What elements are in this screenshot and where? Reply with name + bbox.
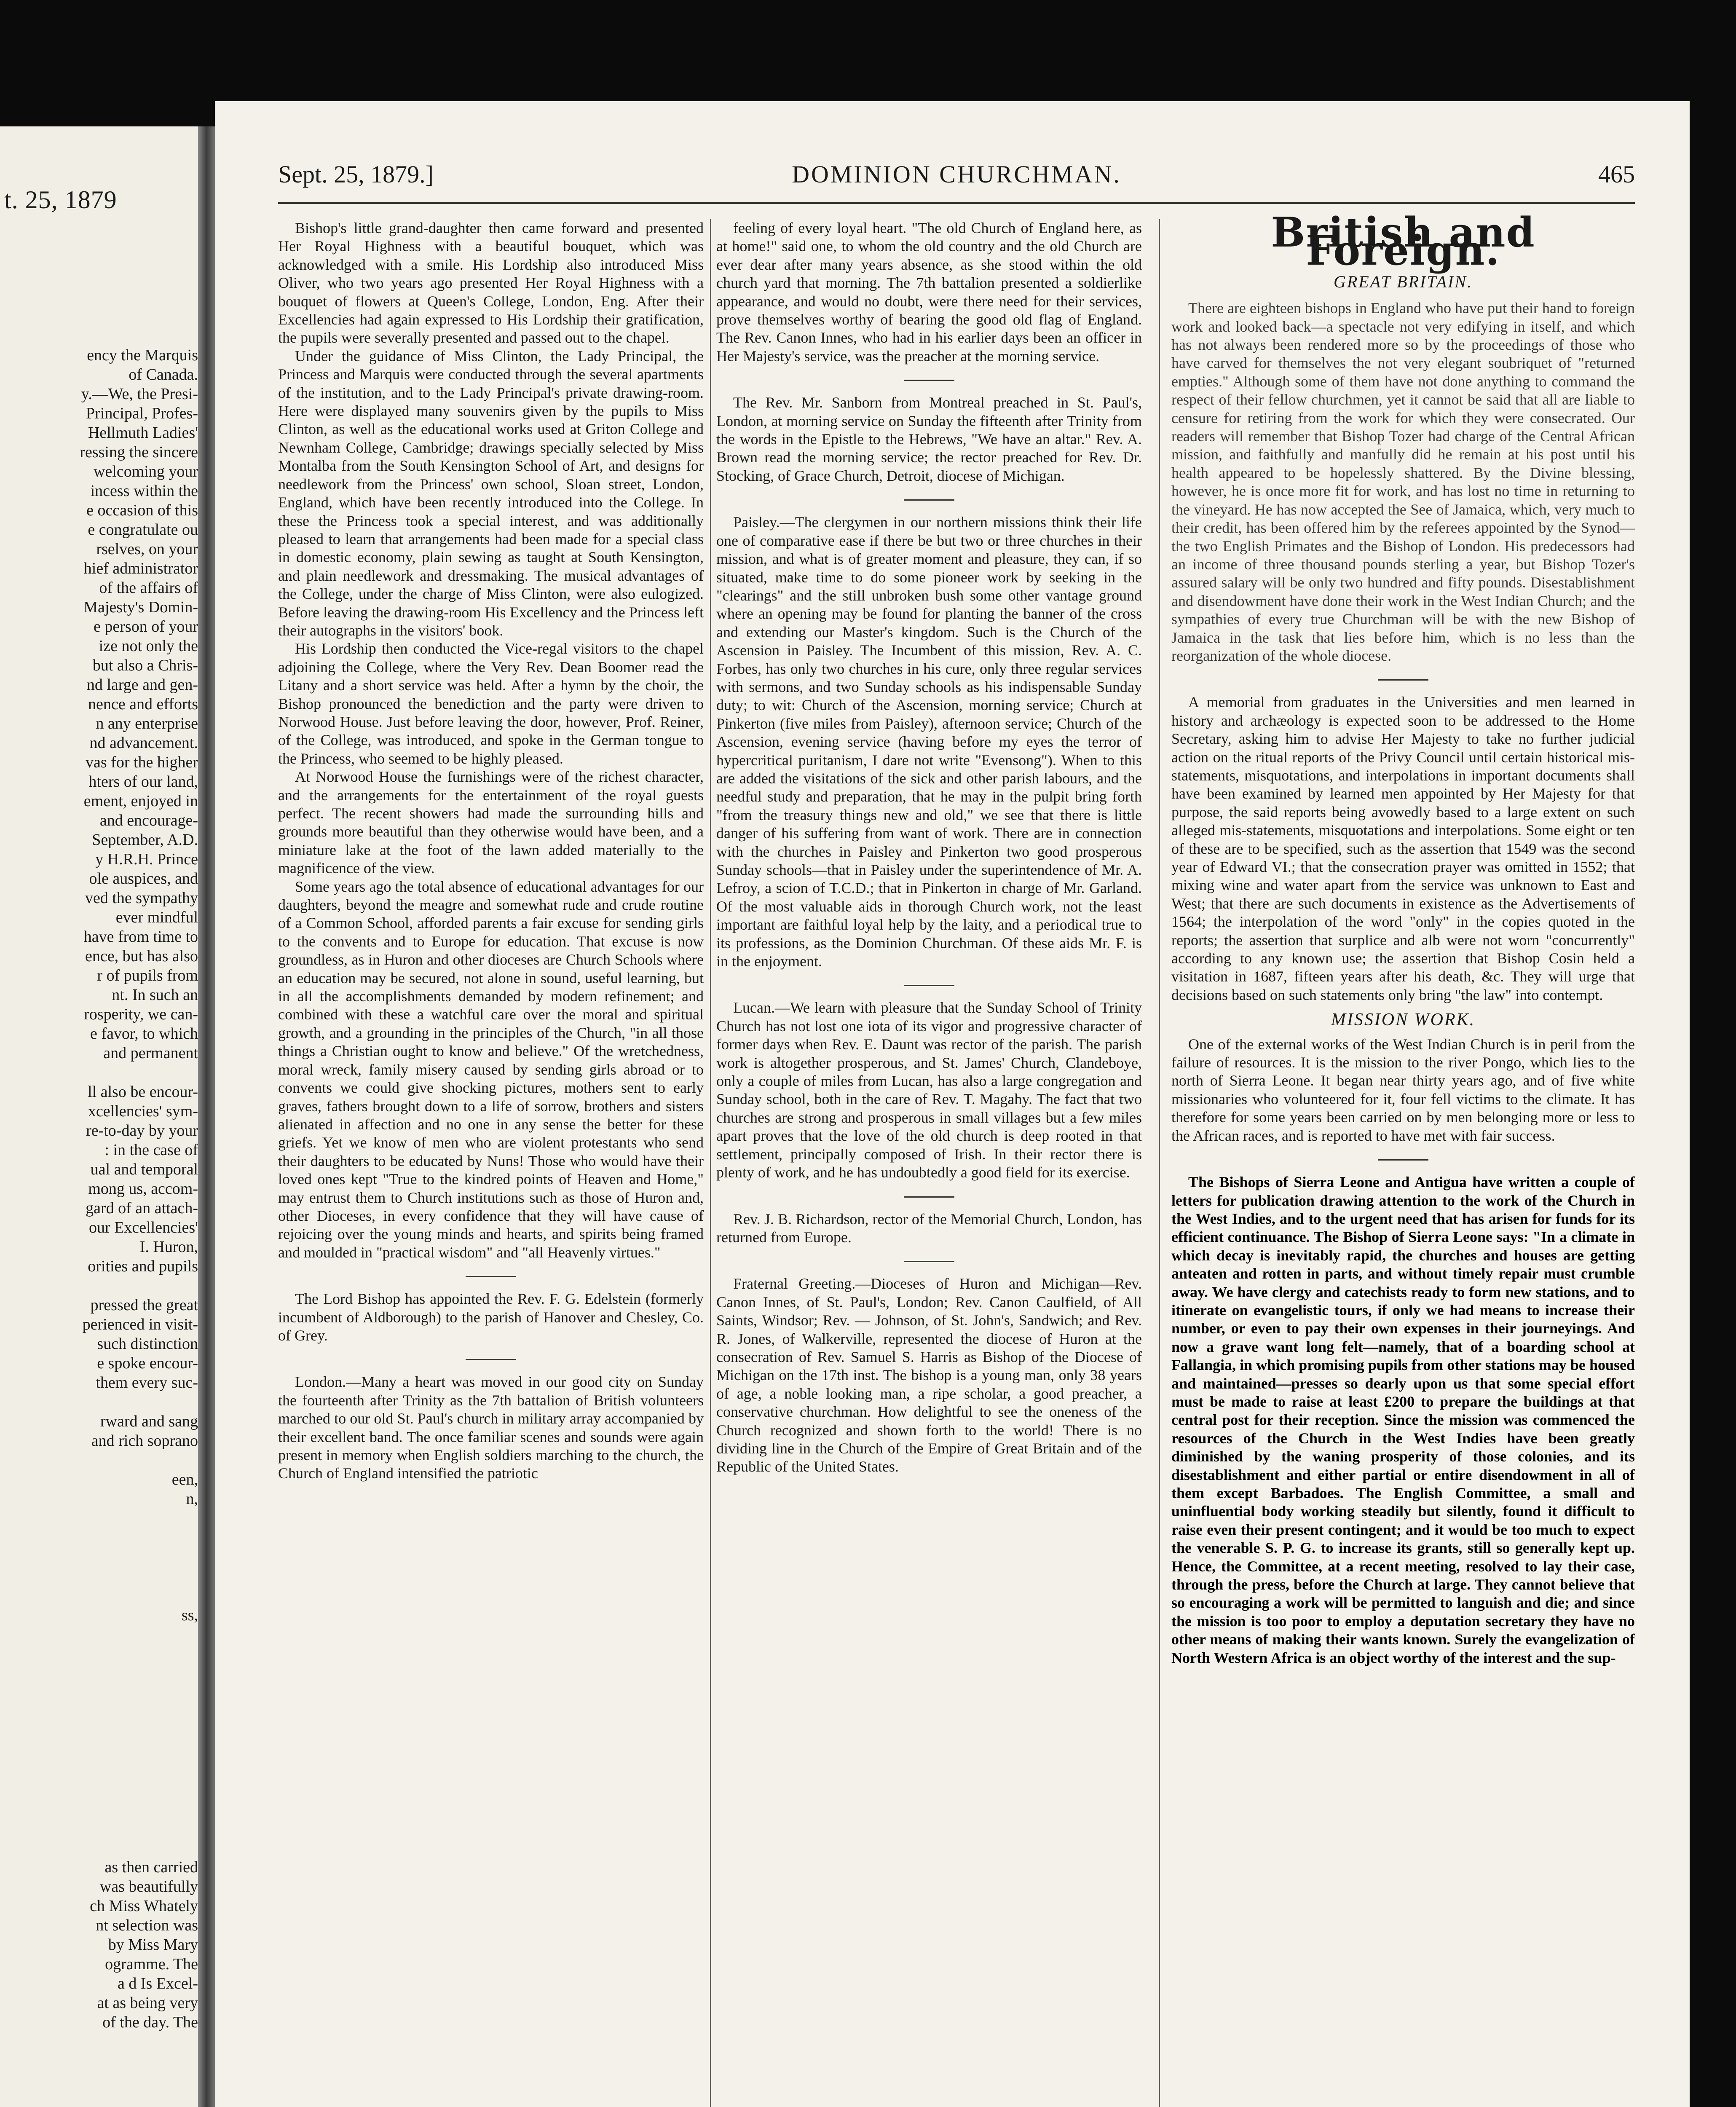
left-page-fragment-line: mong us, accom-	[88, 1180, 198, 1198]
left-page-fragment-line: hief administrator	[83, 560, 198, 577]
left-page-fragment-line: ved the sympathy	[85, 889, 198, 907]
left-page-fragment-line	[4, 1392, 198, 1412]
left-page-fragment-line: Principal, Profes-	[86, 405, 198, 422]
left-page-fragment-line: e person of your	[94, 618, 198, 635]
left-page-fragment-line: Hellmuth Ladies'	[88, 424, 198, 442]
article-paragraph: At Norwood House the furnishings were of the richest character, and the arrangements for the entertainment of the royal guests perfect. The recent showers had made the surrounding hills and grounds more beautiful than they otherwise would have been, and a miniature lake at the foot of the lawn added materially to the magnificence of the view.	[278, 768, 704, 877]
issue-date: Sept. 25, 1879.]	[278, 161, 434, 188]
left-page-fragment-line: ss,	[181, 1606, 198, 1624]
article-paragraph: His Lordship then conducted the Vice-regal visitors to the chapel adjoining the College, where the Very Rev. Dean Boomer read the Litany and a short service was held. After a hymn by the choir, the Bishop pronounced the benediction and the party were driven to Norwood House. Just before leaving the door, however, Prof. Reiner, of the College, was introduced, and spoke in the German tongue to the Princess, who seemed to be highly pleased.	[278, 640, 704, 767]
article-paragraph: Fraternal Greeting.—Dioceses of Huron and Michigan—Rev. Canon Innes, of St. Paul's, London; Rev. Canon Caulfield, of All Saints, Windsor; Rev. — Johnson, of St. John's, Sandwich; and Rev. R. Jones, of Walkerville, represented the diocese of Huron at the consecration of Rev. Samuel S. Harris as Bishop of the Diocese of Michigan on the 17th inst. The bishop is a young man, only 38 years of age, a noble looking man, a ripe scholar, a good preacher, a conservative churchman. How delightful to see the oneness of the Church recognized and shown forth to the world! There is no dividing line in the Church of the Empire of Great Britain and of the Republic of the United States.	[716, 1275, 1142, 1475]
left-page-fragment-line: ement, enjoyed in	[83, 792, 198, 810]
section-separator	[904, 1196, 954, 1198]
left-page-header: t. 25, 1879	[4, 186, 117, 214]
left-page-fragment-line: of Canada.	[129, 366, 198, 383]
left-page-fragment-line: rosperity, we can-	[84, 1005, 198, 1023]
left-page-fragment-line: a d Is Excel-	[118, 1975, 198, 1992]
left-page-fragment-line: such distinction	[97, 1335, 198, 1353]
left-page-fragment-line: ual and temporal	[90, 1161, 198, 1178]
left-page-fragment-line: ll also be encour-	[88, 1083, 198, 1101]
left-page-fragment-line	[4, 1838, 198, 1858]
left-page-fragment-line: pressed the great	[90, 1296, 198, 1314]
left-page-fragment-line: hters of our land,	[88, 773, 198, 791]
article-paragraph: Some years ago the total absence of educational advantages for our daughters, beyond the meagre and somewhat rude and crude routine of a Common School, afforded parents a fair excuse for sending girls to the convents and to Europe for education. That excuse is now groundless, as in Huron and other dioceses are Church Schools where an education may be secured, not alone in sound, useful learning, but in all the accomplishments demanded by modern refinement; and combined with these a watchful care over the moral and spiritual growth, and a grounding in the principles of the Church, "in all those things a Christian ought to know and believe." Of the wretchedness, moral wreck, family misery caused by sending girls abroad or to convents we could give shocking pictures, mothers sent to early graves, fathers brought down to a life of sorrow, brothers and sisters alienated in affection and no one in any sense the better for these griefs. Yet we know of men who are violent protestants who send their daughters to be educated by Nuns! Those who would have their loved ones kept "True to the kindred points of Heaven and Home," may entrust them to Church institutions such as those of Huron and, other Dioceses, in every confidence that they will have cause of rejoicing over the young minds and hearts, and spirits being framed and moulded in "practical wisdom" and "all Heavenly virtues."	[278, 878, 704, 1261]
left-page-fragment-line: nd large and gen-	[86, 676, 198, 694]
section-separator	[904, 985, 954, 986]
left-page-fragment-line: xcellencies' sym-	[88, 1102, 198, 1120]
column-2	[716, 219, 1142, 1476]
left-page-fragment-line: September, A.D.	[92, 831, 198, 849]
left-page-fragment-line: of the affairs of	[99, 579, 198, 597]
article-paragraph: Under the guidance of Miss Clinton, the Lady Principal, the Princess and Marquis were conducted through the several apartments of the institution, and to the Lady Principal's private drawing-room. Here were displayed many souvenirs given by the pupils to Miss Clinton, as well as the educational works used at Griton College and Newnham College, Cambridge; drawings specially selected by Miss Montalba from the South Kensington School of Art, and designs for needlework from the Princess' own school, Sloan street, London, England, which have been recently introduced into the College. In these the Princess took a special interest, and was additionally pleased to learn that arrangements had been made for a special class in domestic economy, plain sewing as taught at South Kensington, and plain needlework and dressmaking. The musical advantages of the College, under the charge of Miss Clinton, were also eulogized. Before leaving the drawing-room His Excellency and the Princess left their autographs in the visitors' book.	[278, 347, 704, 639]
left-page-fragment-line	[4, 1509, 198, 1528]
right-page	[215, 101, 1690, 2107]
left-page-fragment-line: ch Miss Whately	[90, 1897, 198, 1915]
section-separator	[1378, 1159, 1428, 1161]
left-page-fragment-line: welcoming your	[93, 463, 198, 480]
section-title: British and Foreign.	[1271, 209, 1535, 275]
left-page-fragment-line: rward and sang	[100, 1413, 198, 1430]
left-page-fragment-line: een,	[171, 1471, 198, 1488]
mission-work-head: MISSION WORK.	[1331, 1010, 1476, 1030]
left-page-fragment-line: nt. In such an	[112, 986, 198, 1004]
article-paragraph: Rev. J. B. Richardson, rector of the Memorial Church, London, has returned from Europe.	[716, 1210, 1142, 1246]
section-separator	[466, 1276, 516, 1277]
left-page-fragment-line	[4, 1644, 198, 1664]
column-3	[1171, 209, 1635, 1667]
article-paragraph: A memorial from graduates in the Universities and men learned in history and archæology is expected soon to be addressed to the Home Secretary, asking him to advise Her Majesty to take no further judicial action on the ritual reports of the Privy Council until certain historical mis-statements, misquotations, and interpolations in important documents shall have been examined by learned men appointed by Her Majesty for that purpose, the said reports being avowedly based to a large extent on such alleged mis-statements, misquotations and interpolations. Some eight or ten of these are to be specified, such as the assertion that 1549 was the second year of Edward VI.; that the consecration prayer was omitted in 1552; that mixing wine and water apart from the service was unknown to East and West; that there are such documents in existence as the Advertisements of 1564; the interpolation of the word "only" in the copies quoted in the reports; the assertion that surplice and alb were not worn "concurrently" according to any known use; the assertion that Bishop Cosin held a visitation in 1687, fifteen years after his death, &c. They will urge that decisions based on such statements only bring "the law" into contempt.	[1171, 694, 1635, 1003]
left-page-fragment-line	[4, 1625, 198, 1644]
page-gutter	[198, 126, 215, 2107]
left-page-fragment-line: ency the Marquis	[87, 346, 198, 364]
left-page-fragment-line: n any enterprise	[96, 715, 198, 732]
left-page-fragment-line: re-to-day by your	[86, 1122, 198, 1139]
article-paragraph: feeling of every loyal heart. "The old Church of England here, as at home!" said one, to whom the old country and the old Church are ever dear after many years absence, as she stood within the old church yard that morning. The 7th battalion presented a soldierlike appearance, and would no doubt, were there need for their services, prove themselves worthy of bearing the good old flag of England. The Rev. Canon Innes, who had in his earlier days been an officer in Her Majesty's service, was the preacher at the morning service.	[716, 220, 1142, 365]
left-page-fragment-line: have from time to	[83, 928, 198, 946]
column-rule	[1159, 219, 1160, 2107]
section-separator	[1378, 679, 1428, 681]
left-page-fragment-line: incess within the	[90, 482, 198, 500]
page-number: 465	[1598, 161, 1635, 188]
left-page-fragment-line: and encourage-	[99, 812, 198, 829]
left-page-fragment-line	[4, 1799, 198, 1819]
left-page-fragment-line: y.—We, the Presi-	[81, 385, 198, 403]
publication-title: DOMINION CHURCHMAN.	[792, 161, 1121, 188]
article-paragraph: One of the external works of the West Indian Church is in peril from the failure of resources. It is the mission to the river Pongo, which lies to the north of Sierra Leone. It began near thirty years ago, and of five white missionaries who volunteered for it, four fell victims to the climate. It has therefore for some years been carried on by men belonging more or less to the African races, and is reported to have met with fair success.	[1171, 1035, 1635, 1144]
left-page-fragment-line: ogramme. The	[105, 1955, 198, 1973]
column-1	[278, 219, 704, 1483]
left-page-fragment-line: nt selection was	[96, 1917, 198, 1934]
left-page-fragment-line	[4, 1063, 198, 1082]
left-page	[0, 126, 198, 2107]
left-page-fragment-line	[4, 1567, 198, 1586]
left-page-fragment-line: as then carried	[104, 1858, 198, 1876]
left-page-fragment-line: and rich soprano	[91, 1432, 198, 1450]
left-page-fragment-line	[4, 1450, 198, 1470]
left-page-fragment-line: I. Huron,	[139, 1238, 198, 1256]
left-page-fragment-line: ole auspices, and	[89, 870, 198, 887]
left-page-fragment-line: them every suc-	[96, 1374, 198, 1391]
left-page-fragment-line	[4, 1276, 198, 1295]
left-page-fragment-line	[4, 1702, 198, 1722]
left-page-fragment-line: y H.R.H. Prince	[95, 850, 198, 868]
left-page-fragment-line: at as being very	[97, 1994, 198, 2012]
left-page-fragment-line	[4, 1683, 198, 1702]
left-page-fragment-line: by Miss Mary	[108, 1936, 198, 1954]
header-rule	[278, 202, 1635, 204]
left-page-fragment-line: ressing the sincere	[80, 443, 198, 461]
left-page-fragment-line	[4, 1761, 198, 1780]
left-page-fragment-line: of the day. The	[102, 2013, 198, 2031]
section-separator	[466, 1359, 516, 1360]
article-paragraph: London.—Many a heart was moved in our good city on Sunday the fourteenth after Trinity as the 7th battalion of British volunteers marched to our old St. Paul's church in military array accompanied by their excellent band. The once familiar scenes and sounds were again present in memory when English soldiers marching to the church, the Church of England intensified the patriotic	[278, 1373, 704, 1482]
column-rule	[710, 219, 711, 2107]
left-page-fragment-line: nence and efforts	[88, 695, 198, 713]
article-paragraph: Paisley.—The clergymen in our northern missions think their life one of comparative ease if there be but two or three churches in their mission, and what is of greater moment and pleasure, they can, if so situated, make time to do some pioneer work by seeking in the "clearings" and the still unbroken bush some other vantage ground where an opening may be found for planting the banner of the cross and extending our Master's kingdom. Such is the Church of the Ascension in Paisley. The Incumbent of this mission, Rev. A. C. Forbes, has only two churches in his cure, only three regular services with sermons, and two Sunday schools as his indispensable Sunday duty; to wit: Church of the Ascension, morning service; Church at Pinkerton (five miles from Paisley), afternoon service; Church of the Ascension, evening service (having before my eyes the terror of hypercritical puritanism, I dare not write "Evensong"). When to this are added the visitations of the sick and other parish labours, and the needful study and preparation, that he may in the pulpit bring forth "from the treasury things new and old," we see that there is little danger of his suffering from want of work. There are in connection with the churches in Paisley and Pinkerton two good prosperous Sunday schools—that in Paisley under the superintendence of Mr. A. Lefroy, a scion of T.C.D.; that in Pinkerton in charge of Mr. Garland. Of the most valuable aids in thorough Church work, not the least important are faithful loyal help by the laity, and a periodical true to its professions, as the Dominion Churchman. Of these aids Mr. F. is in the enjoyment.	[716, 514, 1142, 970]
left-page-fragment-line: : in the case of	[104, 1141, 198, 1159]
left-page-fragment-line	[4, 1586, 198, 1606]
left-page-fragment-line: vas for the higher	[86, 753, 198, 771]
left-page-fragment-line: Majesty's Domin-	[83, 598, 198, 616]
article-paragraph: The Rev. Mr. Sanborn from Montreal preached in St. Paul's, London, at morning service on Sunday the fifteenth after Trinity from the words in the Epistle to the Hebrews, "We have an altar." Rev. A. Brown read the morning service; the rector preached for Rev. Dr. Stocking, of Grace Church, Detroit, diocese of Michigan.	[716, 394, 1142, 484]
article-paragraph: There are eighteen bishops in England who have put their hand to foreign work and looked back—a spectacle not very edifying in itself, and which has not always been rendered more so by the proceedings of those who have carved for themselves the not very elegant soubriquet of "returned empties." Although some of them have not done anything to command the respect of their fellow churchmen, yet it cannot be said that all are liable to censure for retiring from the work for which they were consecrated. Our readers will remember that Bishop Tozer had charge of the Central African mission, and faithfully and manfully did he remain at his post until his health appeared to be hopelessly shattered. By the Divine blessing, however, he is once more fit for work, and has lost no time in returning to the vineyard. He has now accepted the See of Jamaica, which, very much to their credit, has been offered him by the referees appointed by the Synod—the two English Primates and the Bishop of London. His predecessors had an income of three thousand pounds sterling a year, but Bishop Tozer's assured salary will be only two hundred and fifty pounds. Disestablishment and disendowment have done their work in the West Indian Church; and the sympathies of every true Churchman will be with the new Bishop of Jamaica in the task that lies before him, which is no less than the reorganization of the whole diocese.	[1171, 300, 1635, 664]
left-page-fragment-line: but also a Chris-	[92, 657, 198, 674]
article-paragraph: Lucan.—We learn with pleasure that the Sunday School of Trinity Church has not lost one iota of its vigor and progressive character of former days when Rev. E. Daunt was rector of the parish. The parish work is altogether prosperous, and St. James' Church, Clandeboye, only a couple of miles from Lucan, has also a large congregation and Sunday school, both in the care of Rev. T. Magahy. The fact that two churches are strong and prosperous in small villages but a few miles apart proves that the love of the old church is deep rooted in that settlement, principally composed of Irish. In their rector there is plenty of work, and he has undoubtedly a good field for its exercise.	[716, 999, 1142, 1181]
left-page-fragment-line: r of pupils from	[97, 967, 198, 984]
left-page-fragment-line: rselves, on your	[96, 540, 198, 558]
left-page-fragment-line	[4, 1722, 198, 1741]
left-page-fragment-line	[4, 1528, 198, 1547]
running-head	[278, 156, 1635, 194]
article-paragraph: The Bishops of Sierra Leone and Antigua have written a couple of letters for publication drawing attention to the work of the Church in the West Indies, and to the urgent need that has arisen for funds for its efficient continuance. The Bishop of Sierra Leone says: "In a climate in which decay is inevitably rapid, the churches and houses are getting anteaten and rotten in parts, and without timely repair must crumble away. We have clergy and catechists ready to form new stations, and to itinerate on evangelistic tours, if only we had means to increase their number, or even to pay their own expenses in their journeyings. And now a grave want long felt—namely, that of a boarding school at Fallangia, in which promising pupils from other stations may be housed and maintained—presses so dearly upon us that some special effort must be made to raise at least £200 to prepare the buildings at that central post for their reception. Since the mission was commenced the resources of the Church in the West Indies have been greatly diminished by the waning prosperity of those colonies, and its disestablishment and either partial or entire disendowment in all of them except Barbadoes. The English Committee, a small and uninfluential body working steadily but silently, found it difficult to raise even their present contingent; and it would be too much to expect the venerable S. P. G. to increase its grants, still so generally kept up. Hence, the Committee, at a recent meeting, resolved to lay their case, through the press, before the Church at large. They cannot believe that so encouraging a work will be permitted to languish and die; and since the mission is too poor to employ a deputation secretary they have no other means of making their wants known. Surely the evangelization of North Western Africa is an object worthy of the interest and the sup-	[1171, 1174, 1635, 1666]
left-page-fragment-line: e spoke encour-	[97, 1354, 198, 1372]
section-separator	[904, 1261, 954, 1262]
left-page-fragments	[4, 346, 198, 2032]
left-page-fragment-line: gard of an attach-	[86, 1199, 198, 1217]
left-page-fragment-line: ever mindful	[115, 909, 198, 926]
section-separator	[904, 499, 954, 501]
left-page-fragment-line	[4, 1664, 198, 1683]
left-page-fragment-line	[4, 1547, 198, 1567]
left-page-fragment-line: e favor, to which	[90, 1025, 198, 1043]
section-separator	[904, 380, 954, 381]
left-page-fragment-line	[4, 1819, 198, 1838]
left-page-fragment-line: ize not only the	[99, 637, 198, 655]
left-page-fragment-line: and permanent	[103, 1044, 198, 1062]
left-page-fragment-line	[4, 1741, 198, 1761]
left-page-fragment-line: orities and pupils	[88, 1257, 198, 1275]
left-page-fragment-line: n,	[186, 1490, 198, 1508]
left-page-fragment-line: e occasion of this	[86, 501, 198, 519]
article-paragraph: Bishop's little grand-daughter then came forward and presented Her Royal Highness with a beautiful bouquet, which was acknowledged with a smile. His Lordship also introduced Miss Oliver, who two years ago presented Her Royal Highness with a bouquet of flowers at Queen's College, London, Eng. After their Excellencies had again expressed to His Lordship their gratification, the pupils were severally presented and passed out to the chapel.	[278, 220, 704, 346]
article-paragraph: The Lord Bishop has appointed the Rev. F. G. Edelstein (formerly incumbent of Aldborough) to the parish of Hanover and Chesley, Co. of Grey.	[278, 1290, 704, 1344]
left-page-fragment-line: our Excellencies'	[88, 1219, 198, 1236]
left-page-fragment-line: nd advancement.	[89, 734, 198, 752]
left-page-fragment-line: perienced in visit-	[82, 1316, 198, 1333]
left-page-fragment-line: e congratulate ou	[88, 521, 198, 539]
left-page-fragment-line: was beautifully	[99, 1878, 198, 1895]
section-subhead: GREAT BRITAIN.	[1333, 272, 1473, 291]
left-page-fragment-line: ence, but has also	[85, 947, 198, 965]
left-page-fragment-line	[4, 1780, 198, 1799]
